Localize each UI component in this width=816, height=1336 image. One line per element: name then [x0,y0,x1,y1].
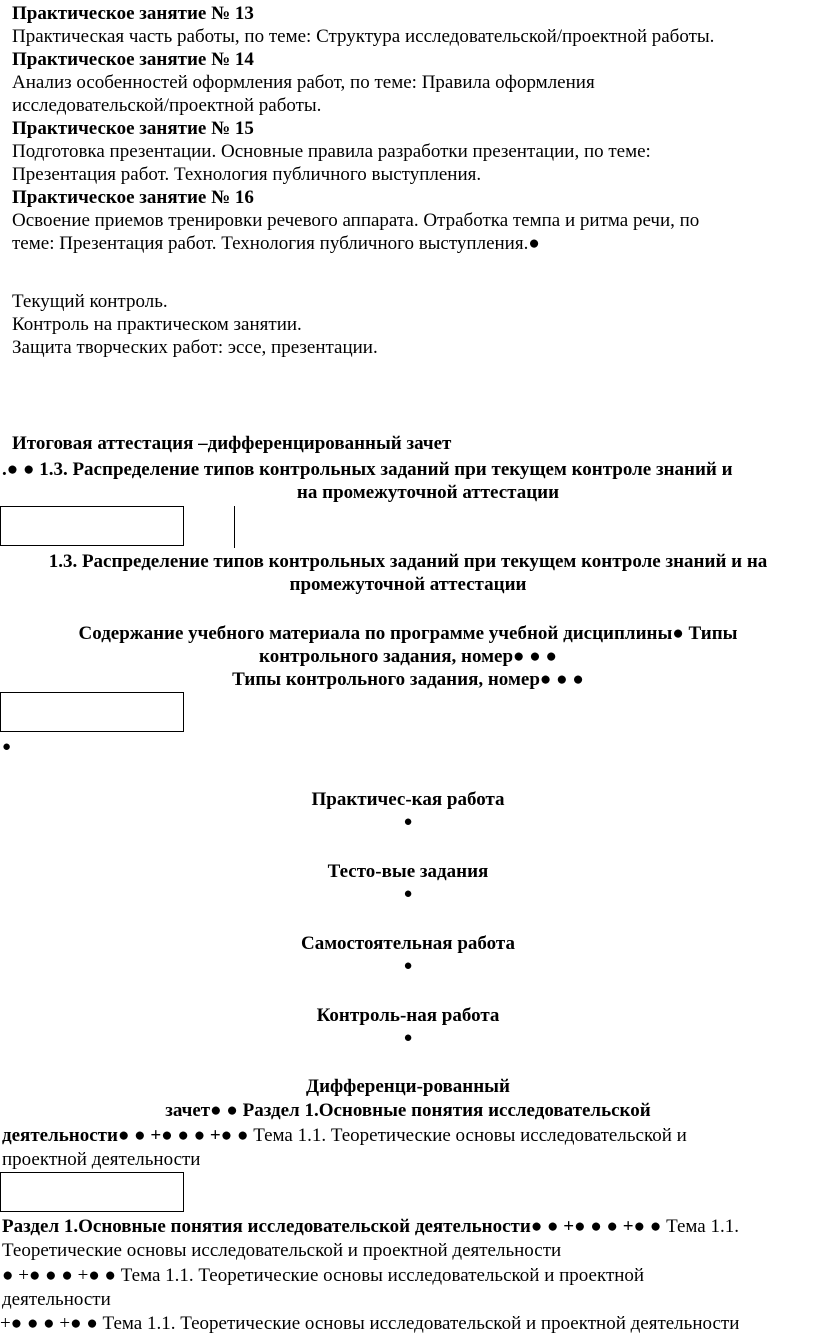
task-type-dot: ● [403,958,413,974]
theme-continuation: деятельности [2,1289,111,1310]
lesson-description: Анализ особенностей оформления работ, по теме: Правила оформления [12,72,595,93]
section-heading-b-line2: промежуточной аттестации [289,574,527,595]
control-list [0,290,816,359]
section1-line [2,1215,816,1238]
task-type-item [0,788,816,834]
task-type-dot: ● [403,814,413,830]
diff-title: Дифференци-рованный [306,1076,510,1097]
table-border-line [234,506,235,548]
task-type-dot: ● [403,886,413,902]
section-heading-a-line1: .● ● 1.3. Распределение типов контрольных заданий при текущем контроле знаний и [2,459,733,480]
task-type-label: Контроль-ная работа [316,1005,500,1026]
lesson-title: Практическое занятие № 16 [12,187,254,208]
lesson-title: Практическое занятие № 14 [12,49,254,70]
section1-bold: Раздел 1.Основные понятия исследовательской деятельности● ● +● ● ● +● ● [2,1216,667,1237]
section1-text: Тема 1.1. [666,1216,739,1237]
diff-section-line: зачет● ● Раздел 1.Основные понятия исследовательской [165,1100,651,1121]
lesson-description: исследовательской/проектной работы. [12,95,322,116]
task-type-item [0,860,816,906]
task-type-item [0,1004,816,1050]
section-heading-b-line1: 1.3. Распределение типов контрольных заданий при текущем контроле знаний и на [48,551,768,572]
diff-theme-bold: деятельности● ● +● ● ● +● ● [2,1125,254,1146]
control-item: Контроль на практическом занятии. [12,314,302,335]
task-type-item [0,932,816,978]
content-heading [0,622,816,691]
control-item: Текущий контроль. [12,291,168,312]
task-type-dot: ● [403,1030,413,1046]
bullet-dot: ● [2,739,12,755]
section-heading-a-line2: на промежуточной аттестации [296,482,560,503]
lesson-title: Практическое занятие № 13 [12,3,254,24]
lesson-description: Практическая часть работы, по теме: Структура исследовательской/проектной работы. [12,26,715,47]
diff-theme-line [2,1124,816,1147]
lesson-description: Презентация работ. Технология публичного выступления. [12,164,482,185]
task-type-label: Тесто-вые задания [327,861,489,882]
lesson-title: Практическое занятие № 15 [12,118,254,139]
lesson-description: Освоение приемов тренировки речевого аппарата. Отработка темпа и ритма речи, по [12,210,700,231]
empty-table-cell [0,1172,184,1212]
control-item: Защита творческих работ: эссе, презентации. [12,337,378,358]
content-heading-line3: Типы контрольного задания, номер● ● ● [232,669,584,690]
final-attestation: Итоговая аттестация –дифференцированный зачет [12,433,452,454]
section-heading-a [0,458,816,504]
theme-line: +● ● ● +● ● Тема 1.1. Теоретические основы исследовательской и проектной деятельности [0,1313,740,1334]
diff-theme-continuation: проектной деятельности [2,1149,201,1170]
content-heading-line2: контрольного задания, номер● ● ● [259,646,557,667]
diff-theme-text: Тема 1.1. Теоретические основы исследовательской и [253,1125,687,1146]
lesson-description: теме: Презентация работ. Технология публичного выступления.● [12,233,540,254]
lesson-description: Подготовка презентации. Основные правила разработки презентации, по теме: [12,141,651,162]
task-type-label: Самостоятельная работа [301,933,515,954]
theme-line: ● +● ● ● +● ● Тема 1.1. Теоретические основы исследовательской и проектной [2,1265,645,1286]
empty-table-cell [0,692,184,732]
section-heading-b [0,550,816,596]
content-heading-line1: Содержание учебного материала по программе учебной дисциплины● Типы [78,623,738,644]
lessons-list [0,2,816,255]
section1-continuation: Теоретические основы исследовательской и проектной деятельности [2,1240,562,1261]
empty-table-cell [0,506,184,546]
task-type-label: Практичес-кая работа [311,789,505,810]
